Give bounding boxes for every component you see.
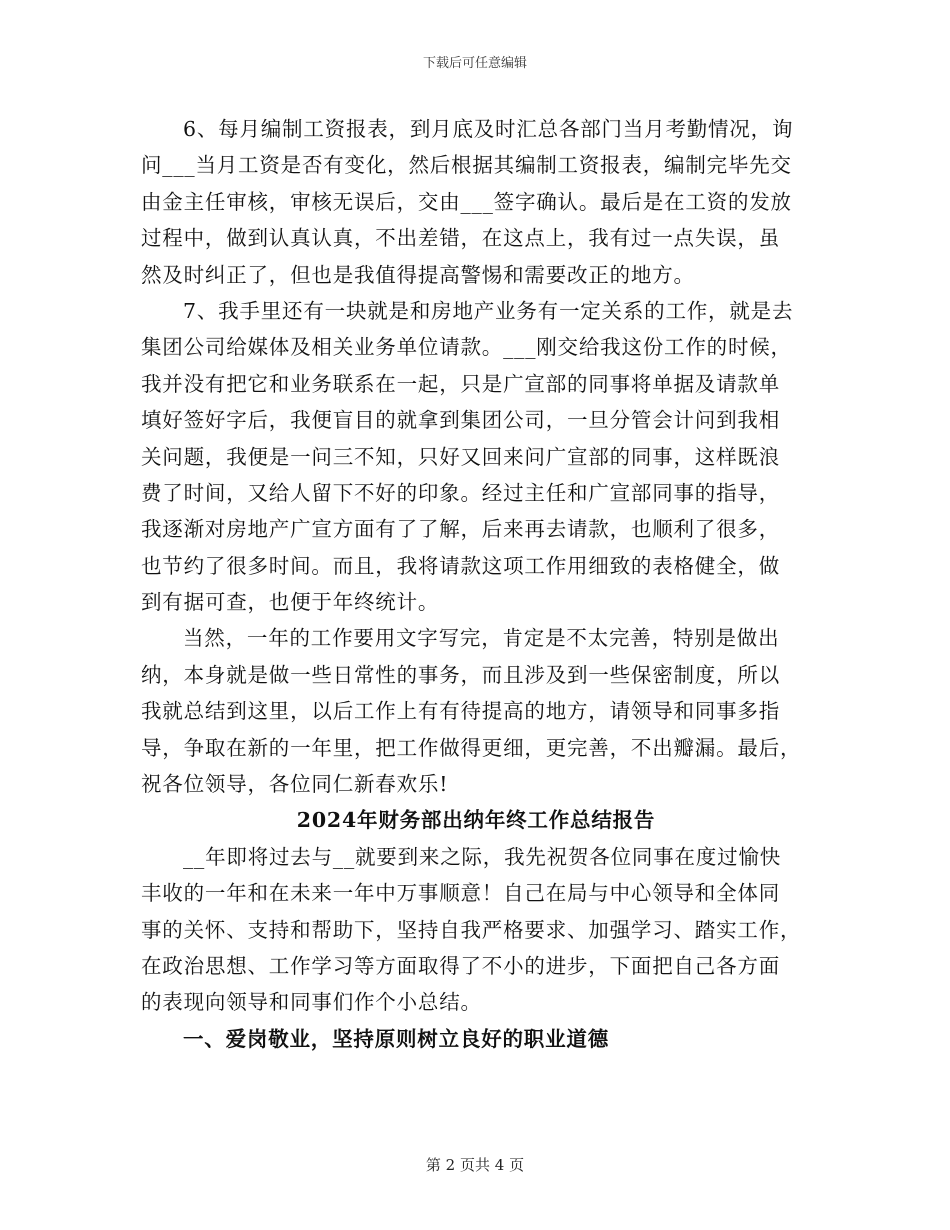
- text-line: 过程中，做到认真认真，不出差错，在这点上，我有过一点失误，虽: [141, 226, 780, 251]
- text-line: 填好签好字后，我便盲目的就拿到集团公司，一旦分管会计问到我相: [141, 408, 780, 433]
- text-line: 祝各位领导，各位同仁新春欢乐!: [141, 772, 449, 797]
- text-line: 在政治思想、工作学习等方面取得了不小的进步，下面把自己各方面: [141, 953, 780, 978]
- paragraph-first-line: 当然，一年的工作要用文字写完，肯定是不太完善，特别是做出: [183, 626, 780, 651]
- page-footer: 第 2 页共 4 页: [425, 1156, 525, 1174]
- text-line: 丰收的一年和在未来一年中万事顺意！自己在局与中心领导和全体同: [141, 881, 780, 906]
- text-line: 我并没有把它和业务联系在一起，只是广宣部的同事将单据及请款单: [141, 371, 780, 396]
- text-line: 关问题，我便是一问三不知，只好又回来问广宣部的同事，这样既浪: [141, 444, 780, 469]
- text-line: 也节约了很多时间。而且，我将请款这项工作用细致的表格健全，做: [141, 553, 780, 578]
- text-line: 我就总结到这里，以后工作上有有待提高的地方，请领导和同事多指: [141, 699, 780, 724]
- text-line: 我逐渐对房地产广宣方面有了了解，后来再去请款，也顺利了很多，: [141, 517, 780, 542]
- text-line: 由金主任审核，审核无误后，交由___签字确认。最后是在工资的发放: [141, 189, 792, 214]
- paragraph-first-line: 7、我手里还有一块就是和房地产业务有一定关系的工作，就是去: [183, 298, 794, 323]
- paragraph-first-line: __年即将过去与__就要到来之际，我先祝贺各位同事在度过愉快: [183, 844, 781, 869]
- text-line: 纳，本身就是做一些日常性的事务，而且涉及到一些保密制度，所以: [141, 662, 780, 687]
- text-line: 事的关怀、支持和帮助下，坚持自我严格要求、加强学习、踏实工作，: [141, 917, 802, 942]
- text-line: 集团公司给媒体及相关业务单位请款。___刚交给我这份工作的时候，: [141, 335, 792, 360]
- text-line: 然及时纠正了，但也是我值得提高警惕和需要改正的地方。: [141, 262, 695, 287]
- document-body: [141, 111, 811, 1057]
- text-line: 问___当月工资是否有变化，然后根据其编制工资报表，编制完毕先交: [141, 153, 792, 178]
- report-title: 2024年财务部出纳年终工作总结报告: [296, 808, 656, 833]
- text-line: 费了时间，又给人留下不好的印象。经过主任和广宣部同事的指导，: [141, 480, 780, 505]
- text-line: 的表现向领导和同事们作个小总结。: [141, 990, 482, 1015]
- paragraph-first-line: 6、每月编制工资报表，到月底及时汇总各部门当月考勤情况，询: [183, 117, 794, 141]
- text-line: 到有据可查，也便于年终统计。: [141, 590, 440, 615]
- page-header: 下载后可任意编辑: [422, 56, 527, 71]
- section-heading: 一、爱岗敬业，坚持原则树立良好的职业道德: [183, 1026, 609, 1051]
- text-line: 导，争取在新的一年里，把工作做得更细，更完善，不出瓣漏。最后，: [141, 735, 802, 760]
